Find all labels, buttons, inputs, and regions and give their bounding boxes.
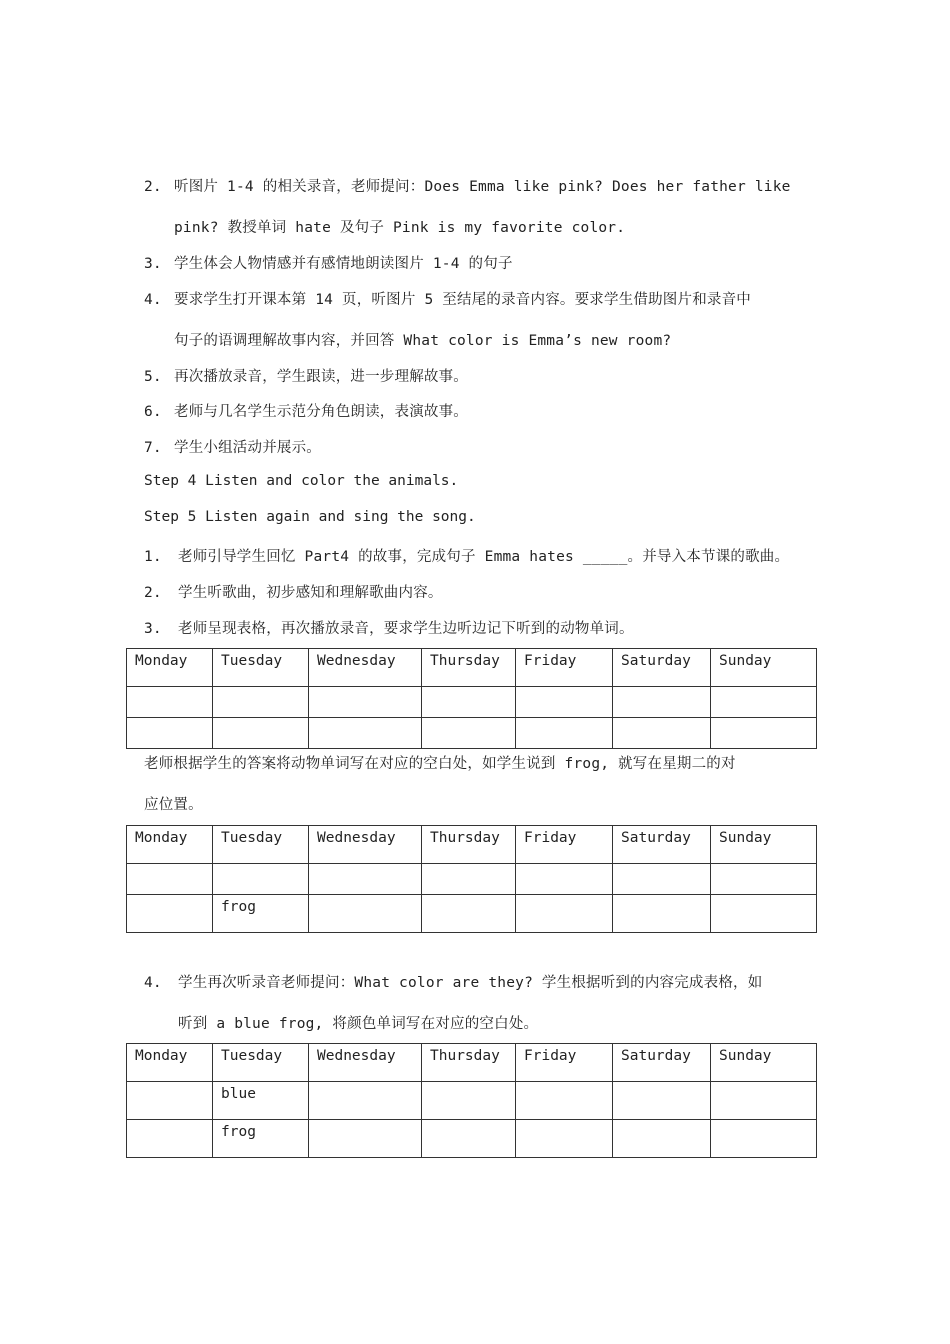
table-cell	[711, 864, 817, 895]
table-cell	[422, 1082, 516, 1120]
table-cell	[613, 895, 711, 933]
table-cell	[127, 1120, 213, 1158]
step-5-heading: Step 5 Listen again and sing the song.	[144, 509, 476, 525]
header-cell: Tuesday	[213, 826, 309, 864]
table-cell	[613, 1082, 711, 1120]
table-cell	[213, 864, 309, 895]
table-row	[127, 687, 817, 718]
header-cell: Monday	[127, 649, 213, 687]
item-text: 句子的语调理解故事内容，并回答 What color is Emma’s new room?	[174, 333, 672, 349]
item-number: 7.	[144, 440, 162, 456]
table-cell	[422, 687, 516, 718]
header-cell: Saturday	[613, 826, 711, 864]
item-7	[144, 436, 321, 457]
header-cell: Saturday	[613, 649, 711, 687]
table-cell	[516, 1082, 613, 1120]
days-table-2	[126, 825, 817, 933]
table-cell	[613, 1120, 711, 1158]
item-text: 听图片 1-4 的相关录音，老师提问：Does Emma like pink? Does her father like	[174, 179, 791, 195]
table-cell	[309, 1120, 422, 1158]
table-row	[127, 895, 817, 933]
header-cell: Monday	[127, 826, 213, 864]
table-cell	[213, 718, 309, 749]
table-cell	[422, 718, 516, 749]
item-text: 学生听歌曲，初步感知和理解歌曲内容。	[178, 585, 443, 601]
header-cell: Tuesday	[213, 649, 309, 687]
paragraph-line-2: 应位置。	[144, 797, 203, 813]
table-cell	[309, 687, 422, 718]
item-number: 1.	[144, 549, 162, 565]
table-cell	[516, 864, 613, 895]
table-cell	[422, 895, 516, 933]
table-cell	[309, 1082, 422, 1120]
table-cell	[516, 1120, 613, 1158]
item-number: 4.	[144, 975, 162, 991]
item-2-line1	[144, 175, 791, 196]
item-number: 2.	[144, 179, 162, 195]
table-cell	[516, 687, 613, 718]
header-cell: Wednesday	[309, 1044, 422, 1082]
table-cell	[711, 687, 817, 718]
header-cell: Friday	[516, 1044, 613, 1082]
table-cell	[127, 864, 213, 895]
item-number: 2.	[144, 585, 162, 601]
table-header-row	[127, 826, 817, 864]
table-cell	[127, 895, 213, 933]
table-cell	[309, 864, 422, 895]
table-header-row	[127, 1044, 817, 1082]
paragraph-line-1: 老师根据学生的答案将动物单词写在对应的空白处，如学生说到 frog, 就写在星期二的对	[144, 756, 736, 772]
table-cell	[213, 687, 309, 718]
header-cell: Thursday	[422, 649, 516, 687]
table-cell	[127, 687, 213, 718]
item-number: 5.	[144, 369, 162, 385]
table-cell	[613, 718, 711, 749]
table-cell-frog: frog	[213, 1120, 309, 1158]
table-cell	[309, 718, 422, 749]
table-row	[127, 864, 817, 895]
step5-item-2	[144, 581, 443, 602]
table-cell	[711, 1120, 817, 1158]
item-4-line1	[144, 288, 751, 309]
days-table-1	[126, 648, 817, 749]
item-number: 3.	[144, 256, 162, 272]
days-table-3	[126, 1043, 817, 1158]
header-cell: Sunday	[711, 826, 817, 864]
table-cell	[711, 1082, 817, 1120]
table-cell	[613, 687, 711, 718]
item-text: 老师呈现表格，再次播放录音，要求学生边听边记下听到的动物单词。	[178, 621, 634, 637]
table-cell-frog: frog	[213, 895, 309, 933]
header-cell: Friday	[516, 649, 613, 687]
table-cell	[516, 895, 613, 933]
item-text: pink? 教授单词 hate 及句子 Pink is my favorite color.	[174, 220, 626, 236]
item-text: 学生小组活动并展示。	[174, 440, 321, 456]
table-row	[127, 1120, 817, 1158]
header-cell: Sunday	[711, 1044, 817, 1082]
header-cell: Saturday	[613, 1044, 711, 1082]
item-4-line2	[174, 329, 671, 350]
table-cell	[309, 895, 422, 933]
item-4b-line2: 听到 a blue frog, 将颜色单词写在对应的空白处。	[178, 1016, 539, 1032]
table-cell	[711, 718, 817, 749]
header-cell: Thursday	[422, 826, 516, 864]
item-6	[144, 400, 468, 421]
item-number: 6.	[144, 404, 162, 420]
table-row	[127, 718, 817, 749]
table-cell	[613, 864, 711, 895]
step5-item-3	[144, 617, 634, 638]
table-cell	[711, 895, 817, 933]
header-cell: Wednesday	[309, 826, 422, 864]
table-header-row	[127, 649, 817, 687]
table-cell	[127, 1082, 213, 1120]
item-text: 学生体会人物情感并有感情地朗读图片 1-4 的句子	[174, 256, 513, 272]
item-number: 3.	[144, 621, 162, 637]
item-number: 4.	[144, 292, 162, 308]
table-cell-blue: blue	[213, 1082, 309, 1120]
item-5	[144, 365, 468, 386]
header-cell: Sunday	[711, 649, 817, 687]
item-text: 再次播放录音，学生跟读，进一步理解故事。	[174, 369, 468, 385]
table-cell	[516, 718, 613, 749]
item-text: 老师与几名学生示范分角色朗读，表演故事。	[174, 404, 468, 420]
item-4b-line1	[144, 971, 762, 992]
header-cell: Thursday	[422, 1044, 516, 1082]
item-2-line2	[174, 216, 625, 237]
item-3	[144, 252, 513, 273]
header-cell: Monday	[127, 1044, 213, 1082]
header-cell: Friday	[516, 826, 613, 864]
step-4-heading: Step 4 Listen and color the animals.	[144, 473, 459, 489]
header-cell: Wednesday	[309, 649, 422, 687]
header-cell: Tuesday	[213, 1044, 309, 1082]
table-cell	[422, 1120, 516, 1158]
table-cell	[127, 718, 213, 749]
item-text: 学生再次听录音老师提问：What color are they? 学生根据听到的内容完成表格，如	[178, 975, 763, 991]
step5-item-1	[144, 545, 789, 566]
table-cell	[422, 864, 516, 895]
item-text: 老师引导学生回忆 Part4 的故事，完成句子 Emma hates _____。并导入本节课的歌曲。	[178, 549, 790, 565]
item-text: 要求学生打开课本第 14 页，听图片 5 至结尾的录音内容。要求学生借助图片和录音中	[174, 292, 752, 308]
table-row	[127, 1082, 817, 1120]
